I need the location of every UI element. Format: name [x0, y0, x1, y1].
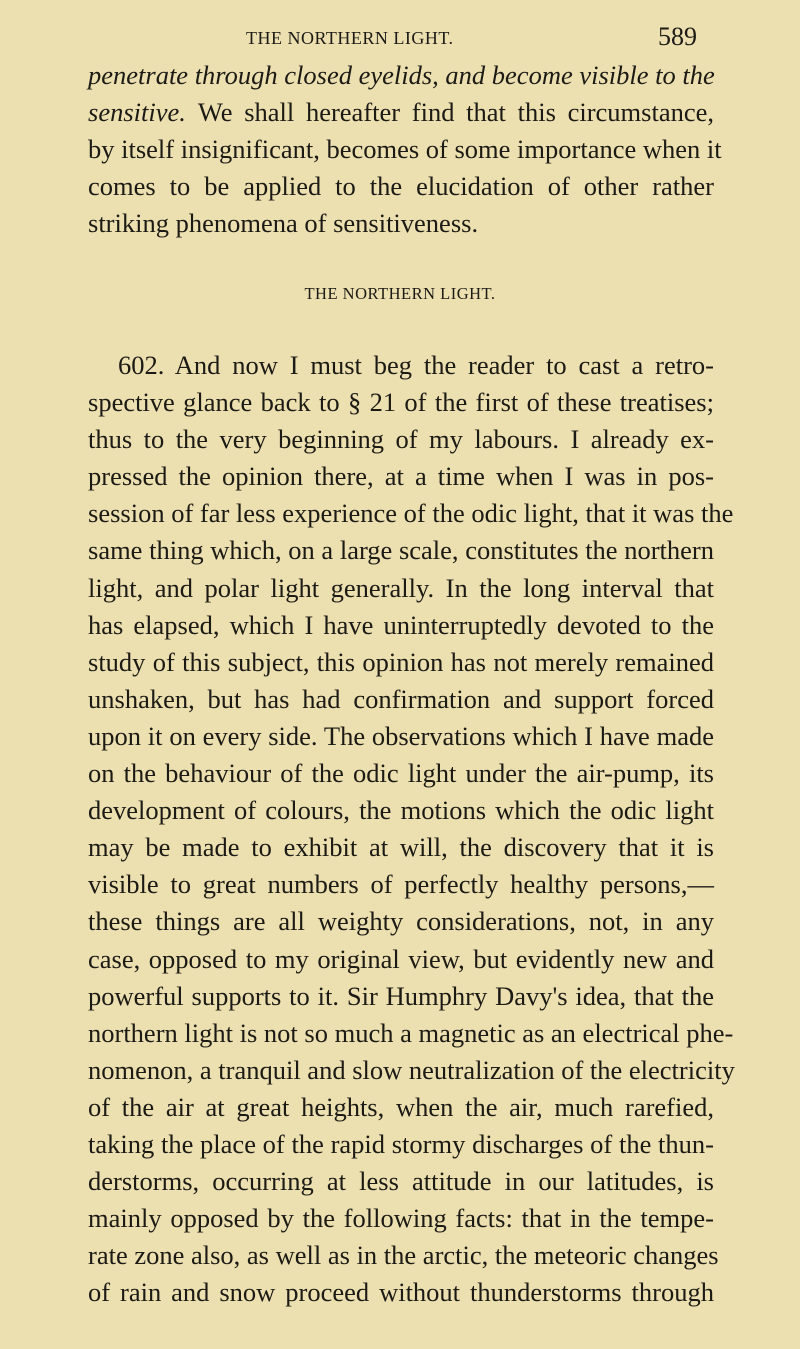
text-line: has elapsed, which I have uninterruptedly devoted to the	[88, 609, 714, 640]
text-line: may be made to exhibit at will, the discovery that it is	[88, 832, 714, 863]
text-line: unshaken, but has had confirmation and support forced	[88, 683, 714, 714]
text-line: spective glance back to § 21 of the first of these treatises;	[88, 387, 714, 418]
text-line: nomenon, a tranquil and slow neutralization of the electricity	[88, 1054, 735, 1085]
text-line: powerful supports to it. Sir Humphry Davy's idea, that the	[88, 980, 714, 1011]
text-line: by itself insignificant, becomes of some importance when it	[88, 134, 722, 165]
text-span: We shall hereafter find that this circumstance,	[197, 97, 714, 128]
text-line: 602. And now I must beg the reader to cast a retro-	[118, 350, 714, 380]
text-line: pressed the opinion there, at a time when I was in pos-	[88, 461, 714, 492]
paragraph-continuation	[88, 57, 722, 242]
text-line: on the behaviour of the odic light under the air-pump, its	[88, 758, 714, 789]
text-line: penetrate through closed eyelids, and become visible to the	[88, 60, 715, 90]
text-line: taking the place of the rapid stormy discharges of the thun-	[88, 1128, 714, 1159]
text-line: mainly opposed by the following facts: that in the tempe-	[88, 1203, 714, 1234]
section-heading: THE NORTHERN LIGHT.	[304, 284, 496, 303]
text-line: of rain and snow proceed without thunderstorms through	[88, 1277, 714, 1308]
text-line: comes to be applied to the elucidation of other rather	[88, 171, 714, 202]
text-line: striking phenomena of sensitiveness.	[88, 208, 479, 239]
running-title: THE NORTHERN LIGHT.	[246, 28, 454, 48]
text-line: these things are all weighty considerations, not, in any	[88, 906, 714, 937]
text-line: upon it on every side. The observations which I have made	[88, 720, 714, 751]
text-line: study of this subject, this opinion has not merely remained	[88, 646, 714, 677]
text-line: northern light is not so much a magnetic as an electrical phe-	[88, 1017, 734, 1048]
text-line: thus to the very beginning of my labours. I already ex-	[88, 424, 714, 455]
text-line: development of colours, the motions which the odic light	[88, 795, 714, 826]
text-line: session of far less experience of the odic light, that it was the	[88, 498, 734, 529]
text-line: same thing which, on a large scale, constitutes the northern	[88, 535, 714, 566]
text-line	[88, 94, 714, 131]
text-line: derstorms, occurring at less attitude in our latitudes, is	[88, 1166, 714, 1197]
text-line: case, opposed to my original view, but evidently new and	[88, 943, 714, 974]
text-line: visible to great numbers of perfectly healthy persons,—	[88, 869, 714, 900]
page-header	[0, 22, 800, 52]
page-number: 589	[658, 22, 697, 51]
text-line: light, and polar light generally. In the long interval that	[88, 572, 714, 603]
text-span-italic: sensitive.	[88, 97, 186, 128]
paragraph-602	[88, 347, 735, 1311]
text-line: of the air at great heights, when the air, much rarefied,	[88, 1091, 714, 1122]
text-line: rate zone also, as well as in the arctic, the meteoric changes	[88, 1240, 719, 1271]
